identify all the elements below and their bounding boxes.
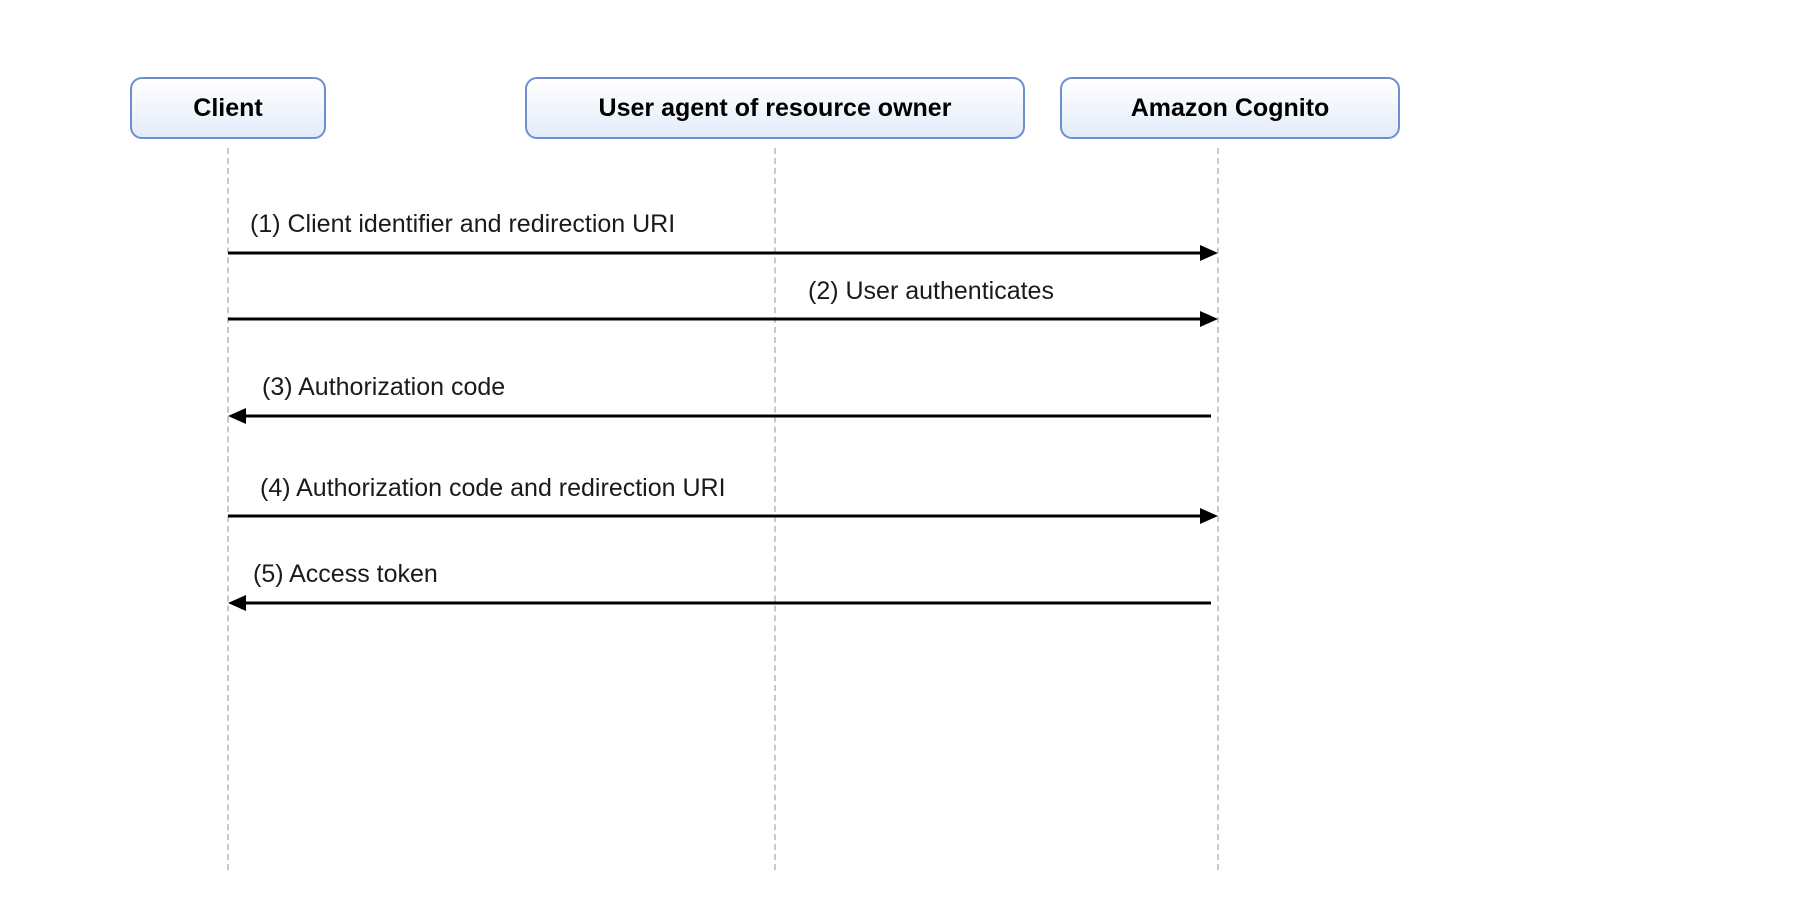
participant-label: Amazon Cognito bbox=[1130, 93, 1330, 122]
participant-label: Client bbox=[193, 93, 263, 122]
message-label-5: (5) Access token bbox=[253, 560, 438, 588]
participant-client[interactable] bbox=[130, 77, 326, 139]
message-label-3: (3) Authorization code bbox=[262, 373, 506, 401]
message-arrow-3 bbox=[228, 406, 1211, 426]
message-arrow-4 bbox=[228, 506, 1218, 526]
message-arrow-5 bbox=[228, 593, 1211, 613]
participant-amazon-cognito[interactable] bbox=[1060, 77, 1400, 139]
message-label-1: (1) Client identifier and redirection URI bbox=[250, 210, 676, 238]
message-label-4: (4) Authorization code and redirection URI bbox=[260, 474, 726, 502]
message-arrow-2 bbox=[228, 309, 1218, 329]
participant-user-agent[interactable] bbox=[525, 77, 1025, 139]
message-arrow-1 bbox=[228, 243, 1218, 263]
participant-label: User agent of resource owner bbox=[598, 93, 952, 122]
message-label-2: (2) User authenticates bbox=[808, 277, 1054, 305]
